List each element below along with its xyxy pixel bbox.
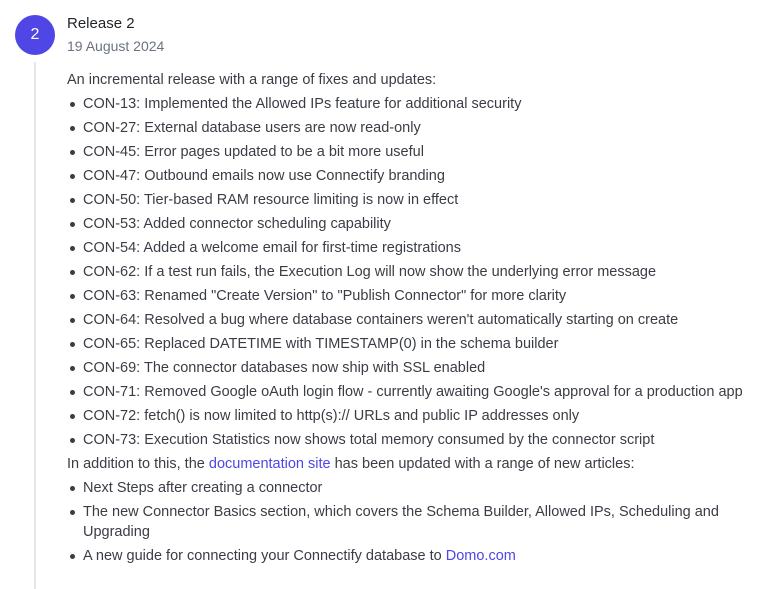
release-title: Release 2 bbox=[67, 15, 135, 32]
list-item bbox=[67, 380, 767, 404]
bullet-icon bbox=[70, 246, 75, 251]
list-item-text: CON-50: Tier-based RAM resource limiting is now in effect bbox=[83, 192, 459, 208]
list-item-text: CON-13: Implemented the Allowed IPs feature for additional security bbox=[83, 96, 522, 112]
bullet-icon bbox=[70, 554, 75, 559]
list-item bbox=[67, 476, 767, 500]
list-item bbox=[67, 92, 767, 116]
release-intro: An incremental release with a range of fixes and updates: bbox=[67, 72, 437, 88]
bullet-icon bbox=[70, 486, 75, 491]
bullet-icon bbox=[70, 126, 75, 131]
bullet-icon bbox=[70, 222, 75, 227]
list-item-text: CON-71: Removed Google oAuth login flow - currently awaiting Google's approval for a production app bbox=[83, 384, 743, 400]
list-item bbox=[67, 544, 767, 568]
bullet-icon bbox=[70, 366, 75, 371]
bullet-icon bbox=[70, 414, 75, 419]
list-item-text: CON-65: Replaced DATETIME with TIMESTAMP(0) in the schema builder bbox=[83, 336, 559, 352]
list-item-text: CON-72: fetch() is now limited to http(s):// URLs and public IP addresses only bbox=[83, 408, 580, 424]
list-item-text: CON-47: Outbound emails now use Connectify branding bbox=[83, 168, 445, 184]
list-item bbox=[67, 164, 767, 188]
list-item-text: The new Connector Basics section, which covers the Schema Builder, Allowed IPs, Scheduling and Upgrading bbox=[83, 504, 719, 540]
addendum-paragraph bbox=[67, 452, 767, 476]
list-item bbox=[67, 356, 767, 380]
changes-list bbox=[67, 92, 767, 452]
documentation-site-link[interactable]: documentation site bbox=[208, 456, 331, 472]
release-number-badge: 2 bbox=[15, 15, 55, 55]
bullet-icon bbox=[70, 150, 75, 155]
list-item bbox=[67, 212, 767, 236]
list-item bbox=[67, 236, 767, 260]
list-item bbox=[67, 404, 767, 428]
timeline-line bbox=[34, 62, 36, 589]
bullet-icon bbox=[70, 198, 75, 203]
domo-link[interactable]: Domo.com bbox=[445, 548, 516, 564]
list-item bbox=[67, 188, 767, 212]
list-item-text: Next Steps after creating a connector bbox=[83, 480, 323, 496]
release-entry bbox=[67, 14, 767, 568]
list-item bbox=[67, 332, 767, 356]
list-item-text: CON-27: External database users are now read-only bbox=[83, 120, 421, 136]
bullet-icon bbox=[70, 390, 75, 395]
list-item-text: CON-54: Added a welcome email for first-time registrations bbox=[83, 240, 461, 256]
articles-list bbox=[67, 476, 767, 568]
list-item-text: CON-53: Added connector scheduling capability bbox=[83, 216, 391, 232]
release-date: 19 August 2024 bbox=[67, 38, 165, 54]
bullet-icon bbox=[70, 318, 75, 323]
bullet-icon bbox=[70, 174, 75, 179]
list-item-text-prefix: A new guide for connecting your Connectify database to bbox=[83, 548, 446, 564]
addendum-suffix: has been updated with a range of new articles: bbox=[330, 456, 635, 472]
list-item-text: CON-73: Execution Statistics now shows total memory consumed by the connector script bbox=[83, 432, 655, 448]
bullet-icon bbox=[70, 294, 75, 299]
bullet-icon bbox=[70, 438, 75, 443]
list-item bbox=[67, 500, 767, 544]
list-item bbox=[67, 116, 767, 140]
list-item bbox=[67, 260, 767, 284]
list-item bbox=[67, 308, 767, 332]
bullet-icon bbox=[70, 102, 75, 107]
bullet-icon bbox=[70, 510, 75, 515]
list-item bbox=[67, 428, 767, 452]
list-item-text: CON-64: Resolved a bug where database containers weren't automatically starting on create bbox=[83, 312, 679, 328]
list-item-text: CON-62: If a test run fails, the Execution Log will now show the underlying error message bbox=[83, 264, 657, 280]
list-item bbox=[67, 140, 767, 164]
list-item-text: CON-45: Error pages updated to be a bit more useful bbox=[83, 144, 424, 160]
list-item-text: CON-63: Renamed "Create Version" to "Publish Connector" for more clarity bbox=[83, 288, 567, 304]
list-item bbox=[67, 284, 767, 308]
list-item-text: CON-69: The connector databases now ship with SSL enabled bbox=[83, 360, 486, 376]
bullet-icon bbox=[70, 342, 75, 347]
addendum-prefix: In addition to this, the bbox=[67, 456, 209, 472]
bullet-icon bbox=[70, 270, 75, 275]
